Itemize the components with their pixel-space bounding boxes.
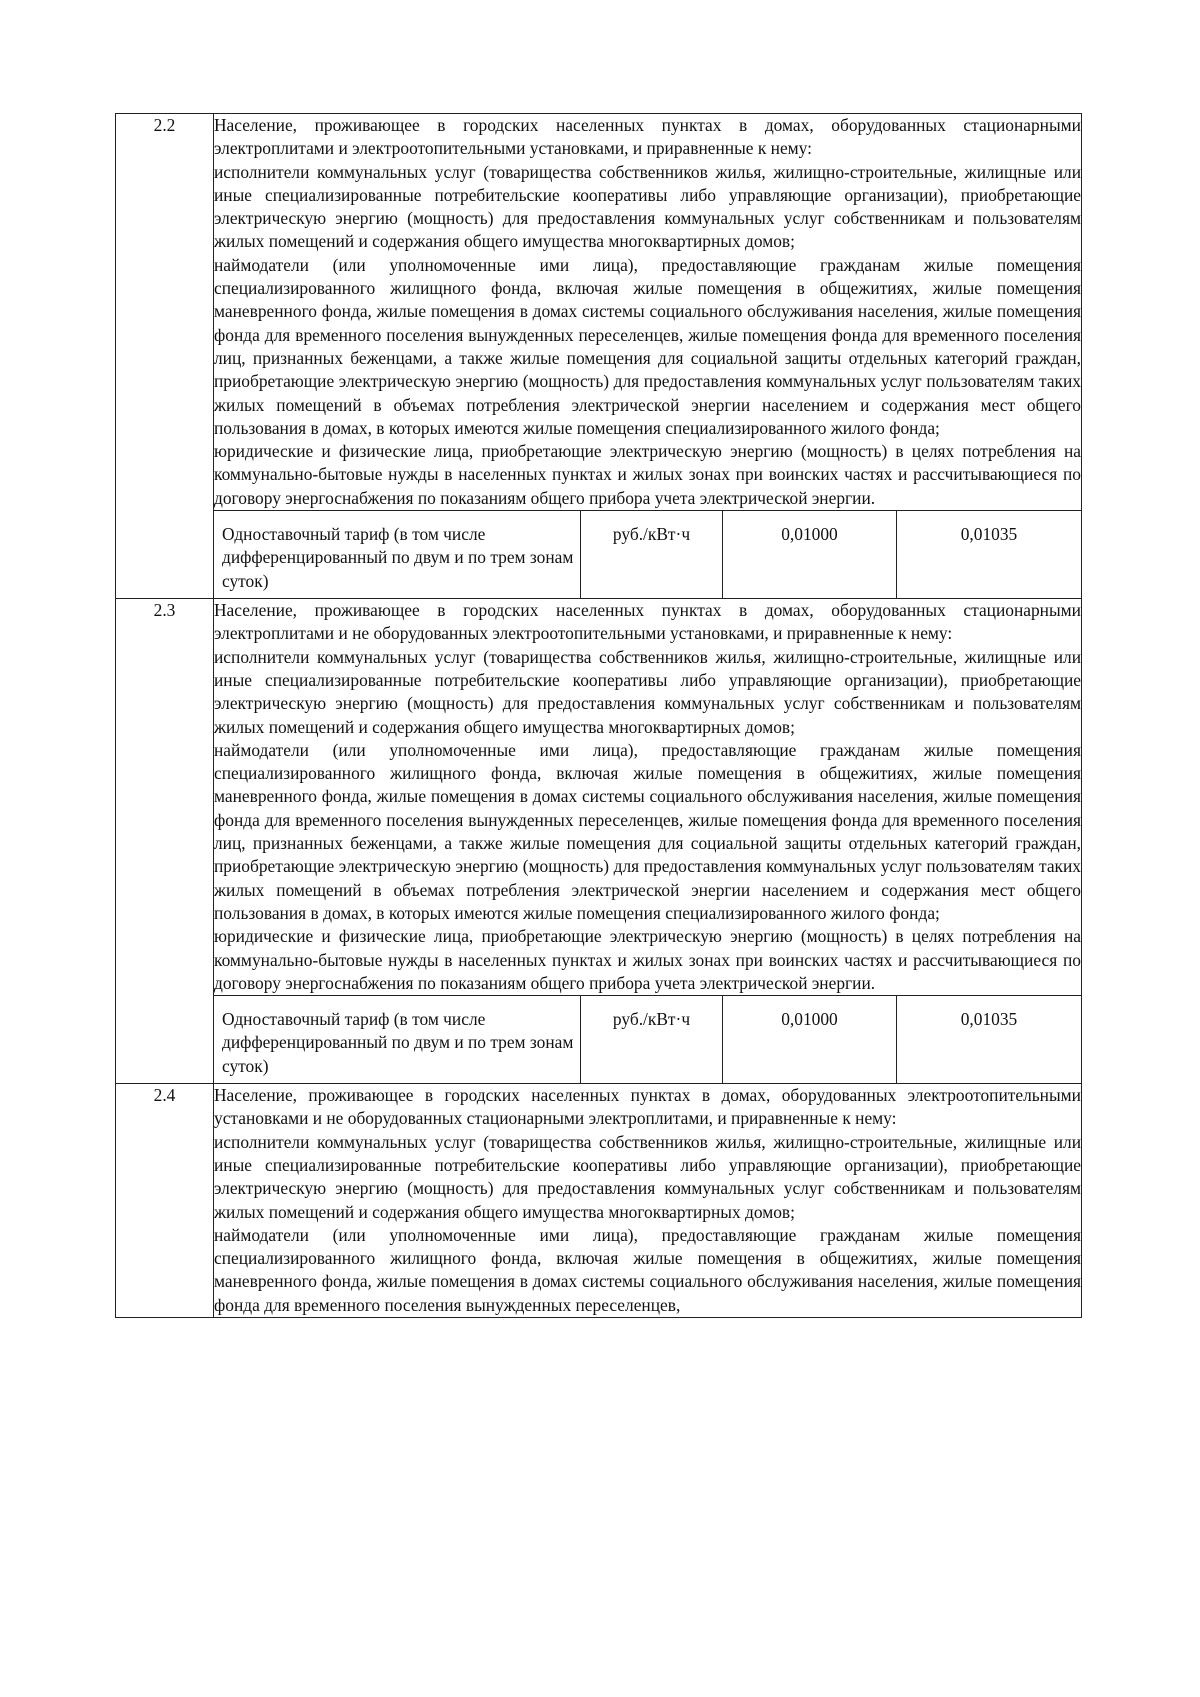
- table-row: [116, 1084, 1082, 1318]
- rate-value-1: 0,01000: [723, 996, 897, 1083]
- consumer-description: [214, 1084, 1082, 1318]
- row-number: 2.3: [116, 599, 214, 1084]
- rate-name: Одноставочный тариф (в том числе дифференцированный по двум и по трем зонам суток): [214, 996, 581, 1083]
- table-row: [116, 599, 1082, 996]
- description-paragraph: наймодатели (или уполномоченные ими лица), предоставляющие гражданам жилые помещения специализированного жилищного фонда, включая жилые помещения в общежитиях, жилые помещения маневренного фонда, жилые помещения в домах системы социального обслуживания населения, жилые помещения фонда для временного поселения вынужденных переселенцев, жилые помещения фонда для временного поселения лиц, признанных беженцами, а также жилые помещения для социальной защиты отдельных категорий граждан, приобретающие электрическую энергию (мощность) для предоставления коммунальных услуг пользователям таких жилых помещений в объемах потребления электрической энергии населением и содержания мест общего пользования в домах, в которых имеются жилые помещения специализированного жилого фонда;: [214, 254, 1081, 438]
- rate-value-2: 0,01035: [960, 1009, 1018, 1030]
- consumer-description: [214, 114, 1082, 511]
- description-paragraph: юридические и физические лица, приобретающие электрическую энергию (мощность) в целях потребления на коммунально-бытовые нужды в населенных пунктах и жилых зонах при воинских частях и рассчитывающиеся по договору энергоснабжения по показаниям общего прибора учета электрической энергии.: [214, 926, 1081, 993]
- rate-row: [116, 996, 1082, 1084]
- rate-unit: руб./кВт·ч: [581, 996, 723, 1083]
- rate-cell: [214, 511, 1082, 599]
- description-paragraph: наймодатели (или уполномоченные ими лица), предоставляющие гражданам жилые помещения специализированного жилищного фонда, включая жилые помещения в общежитиях, жилые помещения маневренного фонда, жилые помещения в домах системы социального обслуживания населения, жилые помещения фонда для временного поселения вынужденных переселенцев, жилые помещения фонда для временного поселения лиц, признанных беженцами, а также жилые помещения для социальной защиты отдельных категорий граждан, приобретающие электрическую энергию (мощность) для предоставления коммунальных услуг пользователям таких жилых помещений в объемах потребления электрической энергии населением и содержания мест общего пользования в домах, в которых имеются жилые помещения специализированного жилого фонда;: [214, 739, 1081, 923]
- description-paragraph: Население, проживающее в городских населенных пунктах в домах, оборудованных стационарными электроплитами и электроотопительными установками, и приравненные к нему:: [214, 115, 1081, 159]
- rate-unit: руб./кВт·ч: [581, 511, 723, 598]
- description-paragraph: исполнители коммунальных услуг (товарищества собственников жилья, жилищно-строительные, жилищные или иные специализированные потребительские кооперативы либо управляющие организации), приобретающие электрическую энергию (мощность) для предоставления коммунальных услуг собственникам и пользователям жилых помещений и содержания общего имущества многоквартирных домов;: [214, 161, 1081, 252]
- rate-cell: [214, 996, 1082, 1084]
- table-row: [116, 114, 1082, 511]
- row-number: 2.2: [116, 114, 214, 599]
- tariff-table: [115, 113, 1082, 1318]
- description-paragraph: наймодатели (или уполномоченные ими лица), предоставляющие гражданам жилые помещения специализированного жилищного фонда, включая жилые помещения в общежитиях, жилые помещения маневренного фонда, жилые помещения в домах системы социального обслуживания населения, жилые помещения фонда для временного поселения вынужденных переселенцев,: [214, 1224, 1081, 1315]
- description-paragraph: исполнители коммунальных услуг (товарищества собственников жилья, жилищно-строительные, жилищные или иные специализированные потребительские кооперативы либо управляющие организации), приобретающие электрическую энергию (мощность) для предоставления коммунальных услуг собственникам и пользователям жилых помещений и содержания общего имущества многоквартирных домов;: [214, 1131, 1081, 1222]
- description-paragraph: юридические и физические лица, приобретающие электрическую энергию (мощность) в целях потребления на коммунально-бытовые нужды в населенных пунктах и жилых зонах при воинских частях и рассчитывающиеся по договору энергоснабжения по показаниям общего прибора учета электрической энергии.: [214, 441, 1081, 508]
- description-paragraph: Население, проживающее в городских населенных пунктах в домах, оборудованных стационарными электроплитами и не оборудованных электроотопительными установками, и приравненные к нему:: [214, 600, 1081, 644]
- rate-row: [116, 511, 1082, 599]
- rate-name: Одноставочный тариф (в том числе дифференцированный по двум и по трем зонам суток): [214, 511, 581, 598]
- rate-value-2: 0,01035: [960, 524, 1018, 545]
- consumer-description: [214, 599, 1082, 996]
- row-number: 2.4: [116, 1084, 214, 1318]
- description-paragraph: исполнители коммунальных услуг (товарищества собственников жилья, жилищно-строительные, жилищные или иные специализированные потребительские кооперативы либо управляющие организации), приобретающие электрическую энергию (мощность) для предоставления коммунальных услуг собственникам и пользователям жилых помещений и содержания общего имущества многоквартирных домов;: [214, 646, 1081, 737]
- description-paragraph: Население, проживающее в городских населенных пунктах в домах, оборудованных электроотопительными установками и не оборудованных стационарными электроплитами, и приравненные к нему:: [214, 1085, 1081, 1129]
- rate-value-1: 0,01000: [723, 511, 897, 598]
